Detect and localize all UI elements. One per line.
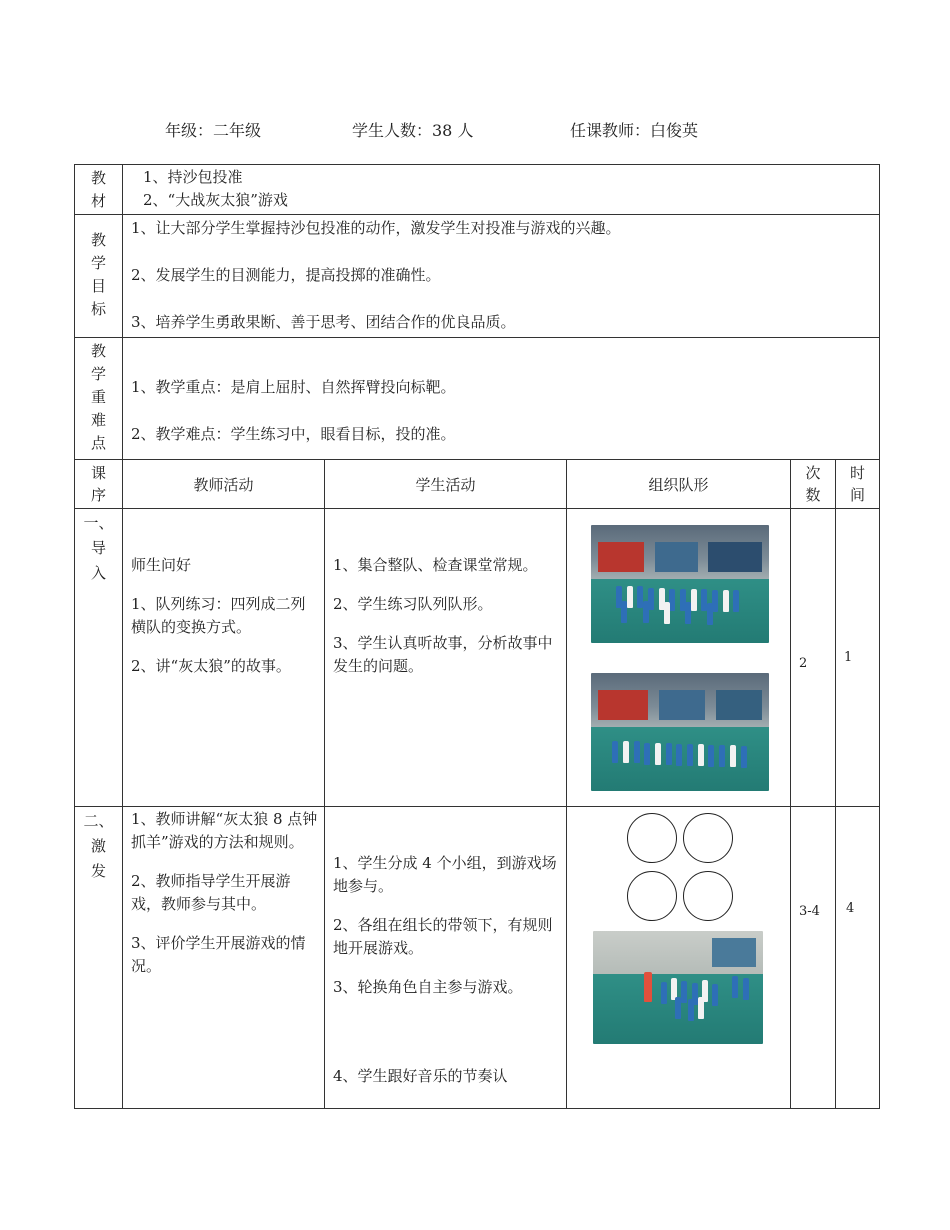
student-activity-item: 3、学生认真听故事，分析故事中发生的问题。	[333, 634, 553, 675]
objective-item: 3、培养学生勇敢果断、善于思考、团结合作的优良品质。	[131, 313, 516, 331]
teacher-activity-item: 1、教师讲解“灰太狼 8 点钟抓羊”游戏的方法和规则。	[131, 810, 318, 851]
student-activity-item: 1、集合整队、检查课堂常规。	[333, 556, 538, 574]
keypoint-item: 1、教学重点：是肩上屈肘、自然挥臂投向标靶。	[131, 378, 456, 396]
keypoints-content	[123, 338, 880, 460]
col-sequence-header: 课 序	[75, 460, 123, 509]
objectives-label: 教 学 目 标	[75, 215, 123, 338]
keypoint-item: 2、教学难点：学生练习中，眼看目标，投的准。	[131, 425, 456, 443]
column-header-row	[75, 460, 880, 509]
group-circle	[627, 871, 677, 921]
teacher-activity-item: 3、评价学生开展游戏的情况。	[131, 934, 306, 975]
section-motivate-teacher	[123, 807, 325, 1109]
section-intro-formation	[567, 509, 791, 807]
objectives-content	[123, 215, 880, 338]
objective-item: 2、发展学生的目测能力，提高投掷的准确性。	[131, 266, 441, 284]
col-count-header: 次 数	[791, 460, 836, 509]
teacher-activity-item: 1、队列练习：四列成二列横队的变换方式。	[131, 595, 306, 636]
student-activity-item: 2、学生练习队列队形。	[333, 595, 493, 613]
student-count-label: 学生人数：38 人	[352, 121, 474, 140]
section-intro-time: 1	[836, 509, 880, 807]
group-circle	[627, 813, 677, 863]
objective-item: 1、让大部分学生掌握持沙包投准的动作，激发学生对投准与游戏的兴趣。	[131, 219, 621, 237]
keypoints-row	[75, 338, 880, 460]
teacher-activity-item: 师生问好	[131, 556, 192, 574]
student-activity-item: 1、学生分成 4 个小组，到游戏场地参与。	[333, 854, 557, 895]
materials-content	[123, 165, 880, 215]
section-motivate-formation	[567, 807, 791, 1109]
section-motivate-student	[325, 807, 567, 1109]
class-lineup-photo	[591, 525, 769, 643]
student-activity-item: 3、轮换角色自主参与游戏。	[333, 978, 523, 996]
section-motivate-count: 3-4	[791, 807, 836, 1109]
section-motivate-time: 4	[836, 807, 880, 1109]
materials-label: 教 材	[75, 165, 123, 215]
section-intro-count: 2	[791, 509, 836, 807]
section-motivate-row	[75, 807, 880, 1109]
lesson-header	[0, 118, 950, 142]
section-intro-row	[75, 509, 880, 807]
teacher-label: 任课教师：白俊英	[570, 121, 699, 140]
keypoints-label: 教 学 重 难 点	[75, 338, 123, 460]
lesson-plan-table	[74, 164, 880, 1109]
teacher-activity-item: 2、讲“灰太狼”的故事。	[131, 657, 291, 675]
student-activity-item: 4、学生跟好音乐的节奏认	[333, 1067, 508, 1085]
section-intro-label: 一、 导 入	[75, 509, 123, 807]
objectives-row	[75, 215, 880, 338]
col-teacher-header: 教师活动	[123, 460, 325, 509]
section-intro-student	[325, 509, 567, 807]
class-formation-photo	[591, 673, 769, 791]
group-circle	[683, 871, 733, 921]
materials-item: 2、“大战灰太狼”游戏	[143, 191, 288, 209]
col-formation-header: 组织队形	[567, 460, 791, 509]
materials-row	[75, 165, 880, 215]
section-intro-teacher	[123, 509, 325, 807]
game-activity-photo	[593, 931, 763, 1044]
col-time-header: 时 间	[836, 460, 880, 509]
group-circle	[683, 813, 733, 863]
student-activity-item: 2、各组在组长的带领下，有规则地开展游戏。	[333, 916, 553, 957]
section-motivate-label: 二、 激 发	[75, 807, 123, 1109]
grade-label: 年级：二年级	[165, 121, 262, 140]
teacher-activity-item: 2、教师指导学生开展游戏，教师参与其中。	[131, 872, 291, 913]
col-student-header: 学生活动	[325, 460, 567, 509]
materials-item: 1、持沙包投准	[143, 168, 243, 186]
